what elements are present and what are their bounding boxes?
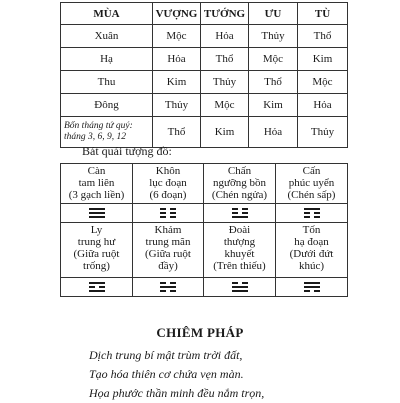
table-note-cell (61, 117, 153, 148)
trigram-desc: khúc) (298, 260, 325, 272)
solid-line (89, 212, 105, 214)
trigram-cell (133, 164, 204, 204)
table-cell: Thổ (153, 117, 201, 148)
table-cell: Thổ (298, 25, 348, 48)
poem-line: Dịch trung bí mật trùm trời đất, (89, 348, 243, 362)
trigram-symbol-row (61, 204, 348, 223)
broken-line (89, 286, 105, 288)
trigram-desc: phúc uyển (288, 177, 335, 189)
table-cell: Thủy (201, 71, 249, 94)
trigram-cell (133, 223, 204, 278)
trigram-cell (61, 164, 133, 204)
trigram-desc: trung mãn (145, 236, 191, 248)
poem-line: Tạo hóa thiên cơ chứa vẹn màn. (89, 367, 244, 381)
trigram-symbol-icon (160, 206, 176, 220)
table-cell: Mộc (201, 94, 249, 117)
trigram-desc: trống) (83, 260, 110, 272)
trigram-desc: (Chén sấp) (287, 189, 336, 201)
trigram-name-row (61, 164, 348, 204)
table-cell: Thủy (153, 94, 201, 117)
trigram-desc: khuyết (224, 248, 255, 260)
solid-line (89, 208, 105, 210)
broken-line (160, 216, 176, 218)
trigram-symbol-icon (89, 206, 105, 220)
table-cell: Thổ (249, 71, 298, 94)
header-cell: MÙA (61, 3, 153, 25)
trigram-cell (61, 223, 133, 278)
trigram-name: Đoài (228, 224, 251, 236)
header-cell: VƯỢNG (153, 3, 201, 25)
table-cell: Kim (153, 71, 201, 94)
table-cell: Thu (61, 71, 153, 94)
note-line: Bốn tháng tứ quý: (64, 121, 133, 131)
table-cell: Thủy (249, 25, 298, 48)
trigram-name: Khôn (155, 165, 181, 177)
table-row (61, 94, 348, 117)
trigram-symbol-cell (133, 204, 204, 223)
trigram-symbol-cell (204, 278, 276, 297)
trigram-cell (276, 164, 348, 204)
table-row (61, 25, 348, 48)
trigram-desc: (Giữa ruột (73, 248, 120, 260)
table-cell: Mộc (298, 71, 348, 94)
broken-line (160, 290, 176, 292)
table-row (61, 71, 348, 94)
trigram-symbol-icon (304, 206, 320, 220)
table-cell: Hỏa (201, 25, 249, 48)
solid-line (232, 216, 248, 218)
trigram-desc: lục đoạn (149, 177, 187, 189)
trigram-symbol-cell (61, 278, 133, 297)
broken-line (304, 290, 320, 292)
table-cell: Mộc (153, 25, 201, 48)
trigram-desc: (Chén ngửa) (211, 189, 268, 201)
table-cell: Hạ (61, 48, 153, 71)
solid-line (304, 208, 320, 210)
trigram-name: Khảm (154, 224, 182, 236)
table-cell: Mộc (249, 48, 298, 71)
solid-line (89, 290, 105, 292)
solid-line (160, 286, 176, 288)
broken-line (304, 216, 320, 218)
header-cell: TÙ (298, 3, 348, 25)
trigram-cell (204, 164, 276, 204)
trigram-desc: (Giữa ruột (145, 248, 191, 260)
trigram-desc: trung hư (77, 236, 116, 248)
trigram-symbol-icon (304, 280, 320, 294)
broken-line (160, 282, 176, 284)
trigram-desc: (6 đoạn) (149, 189, 187, 201)
header-cell: ƯU (249, 3, 298, 25)
solid-line (304, 282, 320, 284)
table-row (61, 117, 348, 148)
solid-line (89, 282, 105, 284)
trigram-symbol-icon (89, 280, 105, 294)
trigram-cell (204, 223, 276, 278)
trigram-symbol-cell (133, 278, 204, 297)
table-cell: Xuân (61, 25, 153, 48)
table-cell: Hỏa (153, 48, 201, 71)
broken-line (232, 282, 248, 284)
trigram-symbol-cell (61, 204, 133, 223)
trigram-symbol-row (61, 278, 348, 297)
table-cell: Kim (201, 117, 249, 148)
broken-line (232, 208, 248, 210)
trigram-name: Cấn (302, 165, 321, 177)
trigram-desc: ngưỡng bồn (212, 177, 267, 189)
section-heading: CHIÊM PHÁP (156, 325, 244, 340)
table-row (61, 48, 348, 71)
trigram-symbol-icon (160, 280, 176, 294)
trigram-symbol-icon (232, 206, 248, 220)
trigram-symbol-cell (276, 278, 348, 297)
trigram-symbol-cell (204, 204, 276, 223)
trigram-name-row (61, 223, 348, 278)
trigram-cell (276, 223, 348, 278)
seasons-table (60, 2, 348, 148)
trigram-symbol-cell (276, 204, 348, 223)
trigram-desc: thượng (223, 236, 256, 248)
trigram-desc: (3 gạch liền) (68, 189, 125, 201)
trigram-desc: (Dưới đứt (289, 248, 334, 260)
table-cell: Đông (61, 94, 153, 117)
trigram-desc: hạ đoạn (294, 236, 329, 248)
broken-line (160, 208, 176, 210)
solid-line (232, 286, 248, 288)
trigram-desc: đầy) (158, 260, 178, 272)
solid-line (232, 290, 248, 292)
trigram-caption: Bát quái tượng đồ: (82, 144, 172, 158)
solid-line (304, 286, 320, 288)
trigram-name: Chấn (227, 165, 252, 177)
broken-line (304, 212, 320, 214)
trigram-desc: tam liên (78, 177, 115, 189)
table-cell: Thổ (201, 48, 249, 71)
table-cell: Kim (249, 94, 298, 117)
trigram-symbol-icon (232, 280, 248, 294)
trigram-name: Ly (90, 224, 103, 236)
table-cell: Hỏa (249, 117, 298, 148)
broken-line (232, 212, 248, 214)
note-line: tháng 3, 6, 9, 12 (64, 132, 127, 142)
trigram-desc: (Trên thiếu) (213, 260, 266, 272)
trigram-name: Càn (87, 165, 106, 177)
table-cell: Thủy (298, 117, 348, 148)
poem (89, 346, 264, 403)
trigram-table (60, 163, 348, 297)
seasons-header-row (61, 3, 348, 25)
table-cell: Hỏa (298, 94, 348, 117)
header-cell: TƯỚNG (201, 3, 249, 25)
table-cell: Kim (298, 48, 348, 71)
solid-line (89, 216, 105, 218)
broken-line (160, 212, 176, 214)
trigram-name: Tốn (302, 224, 321, 236)
poem-line: Họa phước thần minh đều nắm trọn, (89, 386, 265, 400)
